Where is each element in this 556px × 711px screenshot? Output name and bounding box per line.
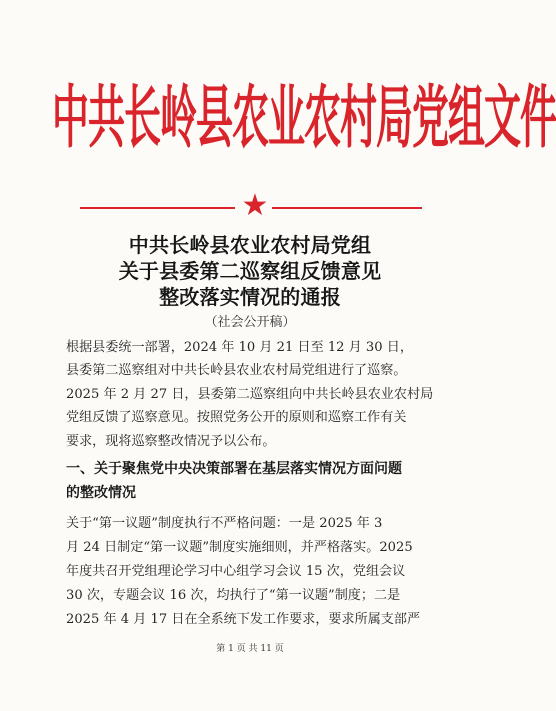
section-body-line: 关于“第一议题”制度执行不严格问题：一是 2025 年 3 xyxy=(66,516,383,531)
section-body-line: 月 24 日制定“第一议题”制度实施细则，并严格落实。2025 xyxy=(66,540,413,555)
document-masthead xyxy=(52,78,556,158)
body-paragraph-line: 根据县委统一部署，2024 年 10 月 21 日至 12 月 30 日， xyxy=(66,340,413,355)
page-footer: 第 1 页 共 11 页 xyxy=(216,644,284,654)
section-body-line: 30 次，专题会议 16 次，均执行了“第一议题”制度；二是 xyxy=(66,588,401,603)
document-title-line: 关于县委第二巡察组反馈意见 xyxy=(118,259,382,283)
section-heading-line: 一、关于聚焦党中央决策部署在基层落实情况方面问题 xyxy=(66,461,402,477)
star-icon: ★ xyxy=(241,188,269,223)
document-subtitle: （社会公开稿） xyxy=(204,315,296,330)
document-masthead-text: 中共长岭县农业农村局党组文件 xyxy=(52,78,556,158)
document-title-line: 中共长岭县农业农村局党组 xyxy=(128,233,372,257)
red-divider-right xyxy=(272,207,422,209)
section-body-line: 2025 年 4 月 17 日在全系统下发工作要求，要求所属支部严 xyxy=(66,612,421,627)
body-paragraph-line: 2025 年 2 月 27 日，县委第二巡察组向中共长岭县农业农村局 xyxy=(66,387,434,402)
document-title-line: 整改落实情况的通报 xyxy=(159,285,341,309)
body-paragraph-line: 县委第二巡察组对中共长岭县农业农村局党组进行了巡察。 xyxy=(66,363,407,378)
red-divider-left xyxy=(80,207,235,209)
body-paragraph-line: 要求，现将巡察整改情况予以公布。 xyxy=(66,434,276,449)
section-body-line: 年度共召开党组理论学习中心组学习会议 15 次，党组会议 xyxy=(66,564,406,579)
body-paragraph-line: 党组反馈了巡察意见。按照党务公开的原则和巡察工作有关 xyxy=(66,410,407,425)
section-heading-line: 的整改情况 xyxy=(66,485,136,501)
document-title-block xyxy=(98,232,402,310)
